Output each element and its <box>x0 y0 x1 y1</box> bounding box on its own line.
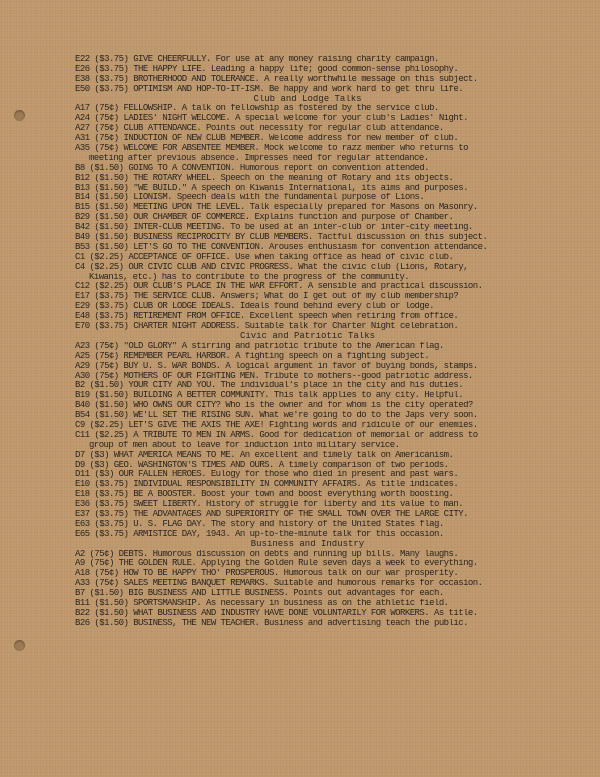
catalog-entry: E48 ($3.75) RETIREMENT FROM OFFICE. Excellent speech when retiring from office. <box>75 312 459 322</box>
catalog-entry: B42 ($1.50) INTER-CLUB MEETING. To be used at an inter-club or inter-city meeting. <box>75 223 473 233</box>
catalog-entry: D9 ($3) GEO. WASHINGTON'S TIMES AND OURS. A timely comparison of two periods. <box>75 460 449 470</box>
punch-hole-bottom <box>14 640 25 651</box>
catalog-entry: B8 ($1.50) GOING TO A CONVENTION. Humorous report on convention attended. <box>75 163 430 173</box>
punch-hole-top <box>14 110 25 121</box>
catalog-entry: B29 ($1.50) OUR CHAMBER OF COMMERCE. Explains function and purpose of Chamber. <box>75 213 454 223</box>
entry-continuation: group of men about to leave for induction into military service. <box>89 440 400 450</box>
catalog-entry: E36 ($3.75) SWEET LIBERTY. History of struggle for liberty and its value to man. <box>75 500 464 510</box>
catalog-entry: B49 ($1.50) BUSINESS RECIPROCITY BY CLUB MEMBERS. Tactful discussion on this subject. <box>75 233 488 243</box>
catalog-entry: B2 ($1.50) YOUR CITY AND YOU. The individual's place in the city and his duties. <box>75 381 464 391</box>
catalog-entry: E50 ($3.75) OPTIMISM AND HOP-TO-IT-ISM. Be happy and work hard to get thru life. <box>75 84 464 94</box>
catalog-entry: E22 ($3.75) GIVE CHEERFULLY. For use at any money raising charity campaign. <box>75 55 439 64</box>
catalog-entry: C12 ($2.25) OUR CLUB'S PLACE IN THE WAR EFFORT. A sensible and practical discussion. <box>75 282 483 292</box>
catalog-entry: E70 ($3.75) CHARTER NIGHT ADDRESS. Suitable talk for Charter Night celebration. <box>75 322 459 332</box>
catalog-entry: B26 ($1.50) BUSINESS, THE NEW TEACHER. Business and advertising teach the public. <box>75 618 468 628</box>
catalog-entry: A25 (75¢) REMEMBER PEARL HARBOR. A fighting speech on a fighting subject. <box>75 351 430 361</box>
catalog-entry: E10 ($3.75) INDIVIDUAL RESPONSIBILITY IN COMMUNITY AFFAIRS. As title indicates. <box>75 480 459 490</box>
catalog-entry: E65 ($3.75) ARMISTICE DAY, 1943. An up-to-the-minute talk for this occasion. <box>75 529 444 539</box>
section-heading: Civic and Patriotic Talks <box>239 331 376 341</box>
catalog-entry: A2 (75¢) DEBTS. Humorous discussion on debts and running up bills. Many laughs. <box>75 549 459 559</box>
catalog-entry: B22 ($1.50) WHAT BUSINESS AND INDUSTRY HAVE DONE VOLUNTARILY FOR WORKERS. As title. <box>75 608 478 618</box>
catalog-entry: E26 ($3.75) THE HAPPY LIFE. Leading a happy life; good common-sense philosophy. <box>75 64 459 74</box>
catalog-entry: D7 ($3) WHAT AMERICA MEANS TO ME. An excellent and timely talk on Americanism. <box>75 450 454 460</box>
catalog-entry: D11 ($3) OUR FALLEN HEROES. Eulogy for those who died in present and past wars. <box>75 470 459 480</box>
catalog-entry: B12 ($1.50) THE ROTARY WHEEL. Speech on the meaning of Rotary and its objects. <box>75 173 454 183</box>
catalog-entry: B40 ($1.50) WHO OWNS OUR CITY? Who is the owner and for whom is the city operated? <box>75 401 473 411</box>
catalog-entry: A9 (75¢) THE GOLDEN RULE. Applying the Golden Rule seven days a week to everything. <box>75 559 478 569</box>
catalog-entry: C11 ($2.25) A TRIBUTE TO MEN IN ARMS. Good for dedication of memorial or address to <box>75 430 478 440</box>
section-heading: Club and Lodge Talks <box>253 94 362 104</box>
entry-continuation: meeting after previous absence. Impresses need for regular attendance. <box>89 153 429 163</box>
catalog-entry: B54 ($1.50) WE'LL SET THE RISING SUN. What we're going to do to the Japs very soon. <box>75 411 478 421</box>
catalog-entry: E17 ($3.75) THE SERVICE CLUB. Answers; What do I get out of my club membership? <box>75 292 459 302</box>
catalog-entry: E38 ($3.75) BROTHERHOOD AND TOLERANCE. A really worthwhile message on this subject. <box>75 74 478 84</box>
section-heading: Business and Industry <box>250 539 365 549</box>
catalog-entry: A24 (75¢) LADIES' NIGHT WELCOME. A special welcome for your club's Ladies' Night. <box>75 114 468 124</box>
entry-continuation: Kiwanis, etc.) has to contribute to the progress of the community. <box>89 272 410 282</box>
catalog-entry: A18 (75¢) HOW TO BE HAPPY THO' PROSPEROUS. Humorous talk on our war prosperity. <box>75 569 459 579</box>
catalog-entry: B11 ($1.50) SPORTSMANSHIP. As necessary in business as on the athletic field. <box>75 598 449 608</box>
catalog-entry: B53 ($1.50) LET'S GO TO THE CONVENTION. Arouses enthusiasm for convention attendance. <box>75 242 488 252</box>
catalog-entry: B13 ($1.50) "WE BUILD." A speech on Kiwanis International, its aims and purposes. <box>75 183 468 193</box>
catalog-entry: C9 ($2.25) LET'S GIVE THE AXIS THE AXE! Fighting words and ridicule of our enemies. <box>75 420 478 430</box>
catalog-text <box>75 55 580 629</box>
catalog-entry: A27 (75¢) CLUB ATTENDANCE. Points out necessity for regular club attendance. <box>75 124 444 134</box>
catalog-entry: B15 ($1.50) MEETING UPON THE LEVEL. Talk especially prepared for Masons on Masonry. <box>75 203 478 213</box>
catalog-entry: C1 ($2.25) ACCEPTANCE OF OFFICE. Use when taking office as head of civic club. <box>75 252 454 262</box>
catalog-entry: E29 ($3.75) CLUB OR LODGE IDEALS. Ideals found behind every club or lodge. <box>75 302 434 312</box>
catalog-entry: A23 (75¢) "OLD GLORY" A stirring and patriotic tribute to the American flag. <box>75 341 444 351</box>
catalog-entry: A35 (75¢) WELCOME FOR ABSENTEE MEMBER. Mock welcome to razz member who returns to <box>75 144 468 154</box>
catalog-entry: B7 ($1.50) BIG BUSINESS AND LITTLE BUSINESS. Points out advantages for each. <box>75 589 444 599</box>
catalog-entry: A31 (75¢) INDUCTION OF NEW CLUB MEMBER. Welcome address for new member of club. <box>75 134 459 144</box>
catalog-entry: B19 ($1.50) BUILDING A BETTER COMMUNITY. This talk applies to any city. Helpful. <box>75 391 464 401</box>
catalog-entry: A29 (75¢) BUY U. S. WAR BONDS. A logical argument in favor of buying bonds, stamps. <box>75 361 478 371</box>
catalog-entry: A17 (75¢) FELLOWSHIP. A talk on fellowship as fostered by the service club. <box>75 104 439 114</box>
catalog-entry: C4 ($2.25) OUR CIVIC CLUB AND CIVIC PROGRESS. What the civic club (Lions, Rotary, <box>75 262 468 272</box>
catalog-entry: B14 ($1.50) LIONISM. Speech deals with the fundamental purpose of Lions. <box>75 193 425 203</box>
catalog-entry: E63 ($3.75) U. S. FLAG DAY. The story and history of the United States flag. <box>75 519 444 529</box>
catalog-entry: A30 (75¢) MOTHERS OF OUR FIGHTING MEN. Tribute to mothers--good patriotic address. <box>75 371 473 381</box>
catalog-entry: E18 ($3.75) BE A BOOSTER. Boost your town and boost everything worth boosting. <box>75 490 454 500</box>
catalog-entry: E37 ($3.75) THE ADVANTAGES AND SUPERIORITY OF THE SMALL TOWN OVER THE LARGE CITY. <box>75 509 468 519</box>
catalog-entry: A33 (75¢) SALES MEETING BANQUET REMARKS. Suitable and humorous remarks for occasion. <box>75 579 483 589</box>
